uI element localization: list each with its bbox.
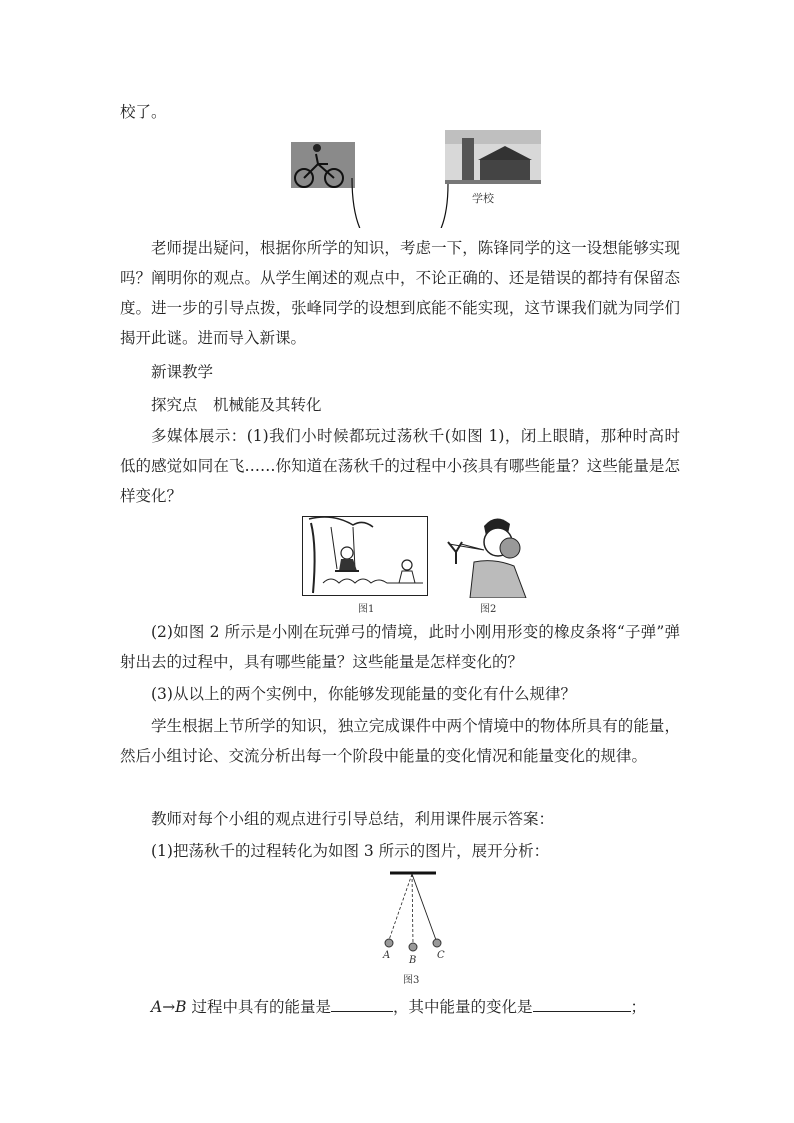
figure-2-caption: 图2	[480, 604, 497, 615]
figure-3-caption: 图3	[403, 975, 420, 986]
text-line: 校了。	[120, 103, 167, 121]
paragraph: 教师对每个小组的观点进行引导总结，利用课件展示答案：	[151, 810, 555, 828]
girl-icon	[402, 560, 412, 570]
paragraph: 老师提出疑问，根据你所学的知识，考虑一下，陈锋同学的这一设想能够实现吗？阐明你的观点。从学生阐述的观点中，不论正确的、还是错误的都持有保留态度。进一步的引导点拨，张峰同学的设想到底能不能实现，这节课我们就为同学们揭开此谜。进而导入新课。	[120, 239, 680, 347]
pendulum-string-b	[412, 874, 413, 944]
section-heading: 新课教学	[151, 363, 214, 381]
pendulum-ball-b	[409, 943, 417, 951]
label-c: C	[437, 950, 445, 961]
track-figure	[290, 128, 542, 228]
figure-1-swing	[302, 516, 428, 596]
tree-branch-icon	[309, 517, 373, 527]
answer-blank-change[interactable]	[533, 993, 631, 1012]
pendulum-ball-c	[433, 939, 441, 947]
lighthouse-icon	[462, 138, 474, 180]
pendulum-string-a	[389, 874, 412, 940]
subsection-heading: 探究点 机械能及其转化	[151, 396, 322, 414]
school-label: 学校	[472, 192, 494, 205]
boy-body-icon	[470, 561, 526, 598]
paragraph: 学生根据上节所学的知识，独立完成课件中两个情境中的物体所具有的能量，然后小组讨论、交流分析出每一个阶段中能量的变化情况和能量变化的规律。	[120, 717, 680, 765]
label-a: A	[383, 950, 391, 961]
school-building-icon	[480, 160, 530, 182]
track-curve	[352, 178, 400, 228]
answer-blank-energy[interactable]	[331, 993, 393, 1012]
figure-3-pendulum	[370, 868, 450, 968]
figure-1-caption: 图1	[358, 604, 375, 615]
paragraph: (3)从以上的两个实例中，你能够发现能量的变化有什么规律？	[151, 685, 576, 703]
question-path: A→B	[151, 998, 187, 1016]
pendulum-ball-a	[385, 939, 393, 947]
pendulum-string-c	[412, 874, 436, 940]
question-line: A→B 过程中具有的能量是 ，其中能量的变化是 ；	[120, 992, 680, 1022]
figure-2-slingshot	[444, 514, 534, 598]
paragraph: 多媒体展示：(1)我们小时候都玩过荡秋千(如图 1)，闭上眼睛，那种时高时低的感觉如同在飞……你知道在荡秋千的过程中小孩具有哪些能量？这些能量是怎样变化？	[120, 427, 680, 505]
paragraph: (1)把荡秋千的过程转化为如图 3 所示的图片，展开分析：	[151, 842, 550, 860]
label-b: B	[409, 955, 417, 966]
child-on-swing-icon	[341, 547, 353, 559]
tree-trunk-icon	[311, 523, 315, 593]
rider-icon	[313, 144, 321, 152]
swing-rope	[331, 527, 337, 569]
paragraph: (2)如图 2 所示是小刚在玩弹弓的情境，此时小刚用形变的橡皮条将“子弹”弹射出去的过程中，具有哪些能量？这些能量是怎样变化的？	[120, 623, 680, 671]
track-illustration	[290, 128, 542, 228]
